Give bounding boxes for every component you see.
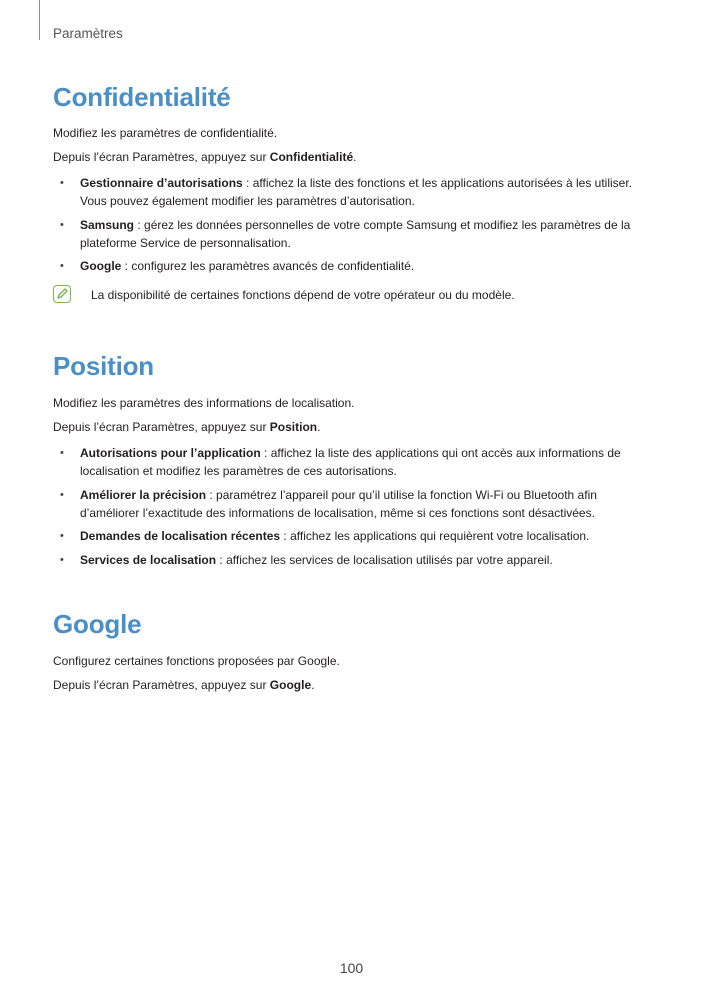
location-title: Position — [53, 351, 154, 381]
bullet-text: : gérez les données personnelles de votre compte Samsung et modifiez les paramètres de la plateforme Service de personnalisation. — [80, 217, 631, 250]
location-path — [53, 419, 320, 435]
privacy-path — [53, 149, 356, 165]
note-pencil-icon — [53, 285, 71, 303]
list-item — [60, 257, 650, 275]
list-item — [60, 216, 650, 252]
bullet-dot: • — [60, 447, 64, 459]
bullet-text: : configurez les paramètres avancés de confidentialité. — [121, 259, 415, 273]
google-path — [53, 677, 314, 693]
privacy-bullet-list — [60, 174, 650, 281]
bullet-term: Demandes de localisation récentes — [80, 529, 281, 543]
bullet-term: Samsung — [80, 217, 135, 232]
path-target: Google — [269, 678, 312, 692]
path-suffix: . — [317, 420, 321, 434]
header-divider — [39, 0, 40, 40]
bullet-text: : affichez la liste des fonctions et les applications autorisées à les utiliser. Vous pouvez également modifier les paramètres d’autorisation. — [80, 176, 633, 208]
bullet-term: Gestionnaire d’autorisations — [80, 176, 243, 190]
path-prefix: Depuis l’écran Paramètres, appuyez sur — [53, 150, 270, 164]
bullet-term: Google — [80, 259, 122, 273]
bullet-term: Améliorer la précision — [80, 487, 207, 502]
path-suffix: . — [311, 678, 315, 692]
privacy-title: Confidentialité — [53, 82, 231, 112]
location-intro: Modifiez les paramètres des informations de localisation. — [53, 396, 355, 410]
page-number: 100 — [339, 960, 364, 976]
privacy-intro: Modifiez les paramètres de confidentialité. — [53, 126, 278, 140]
bullet-dot: • — [60, 218, 64, 231]
bullet-text: : affichez la liste des applications qui ont accès aux informations de localisation et modifiez les paramètres de ces autorisations. — [80, 446, 621, 478]
location-bullet-list — [60, 444, 650, 574]
list-item — [60, 444, 650, 480]
note-text: La disponibilité de certaines fonctions dépend de votre opérateur ou du modèle. — [91, 288, 515, 302]
google-intro: Configurez certaines fonctions proposées par Google. — [53, 654, 340, 668]
bullet-dot: • — [60, 260, 64, 272]
bullet-text: : paramétrez l’appareil pour qu’il utilise la fonction Wi-Fi ou Bluetooth afin d’améliorer l’exactitude des informations de localisation, même si ces fonctions sont désactivées. — [80, 487, 597, 520]
path-target: Confidentialité — [269, 150, 354, 164]
bullet-dot: • — [60, 530, 64, 542]
running-header: Paramètres — [53, 26, 123, 41]
path-prefix: Depuis l’écran Paramètres, appuyez sur — [53, 678, 270, 692]
bullet-dot: • — [60, 488, 64, 501]
bullet-text: : affichez les applications qui requièrent votre localisation. — [280, 529, 590, 543]
path-suffix: . — [353, 150, 357, 164]
bullet-text: : affichez les services de localisation utilisés par votre appareil. — [216, 552, 553, 567]
bullet-dot: • — [60, 177, 64, 189]
list-item — [60, 551, 650, 569]
path-prefix: Depuis l’écran Paramètres, appuyez sur — [53, 420, 270, 434]
bullet-term: Autorisations pour l’application — [80, 446, 261, 460]
bullet-dot: • — [60, 553, 64, 566]
google-title: Google — [53, 609, 142, 639]
list-item — [60, 174, 650, 210]
bullet-term: Services de localisation — [80, 552, 217, 567]
path-target: Position — [269, 420, 318, 434]
list-item — [60, 486, 650, 522]
list-item — [60, 527, 650, 545]
note — [53, 285, 673, 307]
